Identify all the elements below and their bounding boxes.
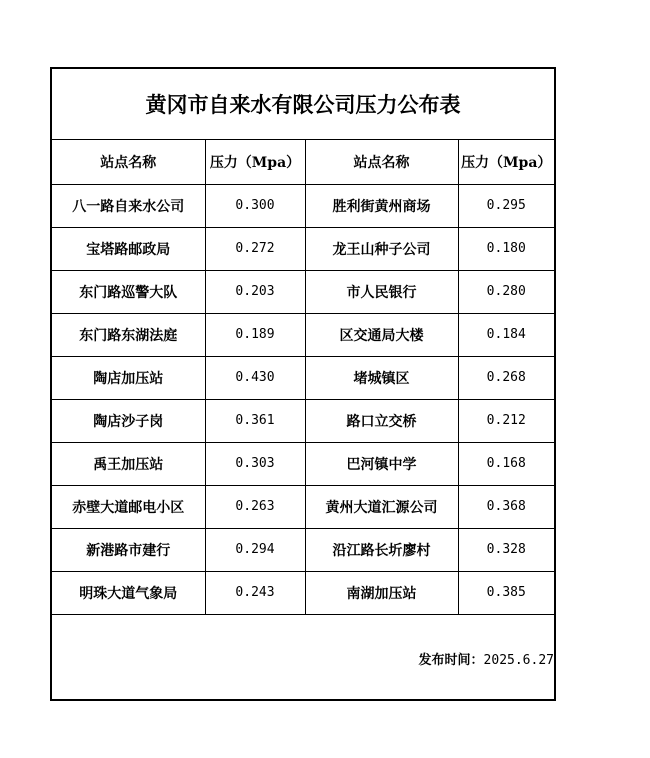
- pressure-value-cell: 0.268: [458, 356, 554, 399]
- pressure-report-sheet: [50, 67, 556, 701]
- table-row: [52, 485, 554, 528]
- station-name-cell: 胜利街黄州商场: [305, 184, 458, 227]
- table-row: [52, 399, 554, 442]
- header-pressure-left: 压力（Mpa）: [205, 140, 305, 184]
- station-name-cell: 陶店加压站: [52, 356, 205, 399]
- table-row: [52, 227, 554, 270]
- pressure-value-cell: 0.430: [205, 356, 305, 399]
- pressure-value-cell: 0.272: [205, 227, 305, 270]
- pressure-value-cell: 0.212: [458, 399, 554, 442]
- table-row: [52, 356, 554, 399]
- station-name-cell: 东门路巡警大队: [52, 270, 205, 313]
- station-name-cell: 龙王山种子公司: [305, 227, 458, 270]
- pressure-value-cell: 0.294: [205, 528, 305, 571]
- table-row: [52, 571, 554, 614]
- report-title: 黄冈市自来水有限公司压力公布表: [52, 69, 554, 140]
- pressure-value-cell: 0.328: [458, 528, 554, 571]
- header-station-name-left: 站点名称: [52, 140, 205, 184]
- pressure-value-cell: 0.203: [205, 270, 305, 313]
- pressure-value-cell: 0.280: [458, 270, 554, 313]
- station-name-cell: 禹王加压站: [52, 442, 205, 485]
- station-name-cell: 沿江路长圻廖村: [305, 528, 458, 571]
- publish-date: 2025.6.27: [483, 653, 554, 668]
- header-pressure-right: 压力（Mpa）: [458, 140, 554, 184]
- header-station-name-right: 站点名称: [305, 140, 458, 184]
- station-name-cell: 宝塔路邮政局: [52, 227, 205, 270]
- pressure-value-cell: 0.368: [458, 485, 554, 528]
- station-name-cell: 巴河镇中学: [305, 442, 458, 485]
- station-name-cell: 陶店沙子岗: [52, 399, 205, 442]
- pressure-value-cell: 0.300: [205, 184, 305, 227]
- pressure-value-cell: 0.385: [458, 571, 554, 614]
- pressure-value-cell: 0.361: [205, 399, 305, 442]
- pressure-value-cell: 0.295: [458, 184, 554, 227]
- station-name-cell: 明珠大道气象局: [52, 571, 205, 614]
- station-name-cell: 区交通局大楼: [305, 313, 458, 356]
- pressure-value-cell: 0.180: [458, 227, 554, 270]
- station-name-cell: 路口立交桥: [305, 399, 458, 442]
- table-row: [52, 528, 554, 571]
- table-row: [52, 313, 554, 356]
- station-name-cell: 新港路市建行: [52, 528, 205, 571]
- pressure-value-cell: 0.168: [458, 442, 554, 485]
- pressure-value-cell: 0.303: [205, 442, 305, 485]
- table-row: [52, 270, 554, 313]
- publish-time-label: 发布时间：: [418, 653, 484, 668]
- pressure-value-cell: 0.184: [458, 313, 554, 356]
- pressure-table: [52, 140, 554, 615]
- table-header-row: [52, 140, 554, 184]
- station-name-cell: 黄州大道汇源公司: [305, 485, 458, 528]
- station-name-cell: 市人民银行: [305, 270, 458, 313]
- station-name-cell: 堵城镇区: [305, 356, 458, 399]
- table-row: [52, 442, 554, 485]
- pressure-value-cell: 0.263: [205, 485, 305, 528]
- pressure-value-cell: 0.243: [205, 571, 305, 614]
- publish-time: [419, 649, 554, 668]
- pressure-value-cell: 0.189: [205, 313, 305, 356]
- station-name-cell: 赤壁大道邮电小区: [52, 485, 205, 528]
- station-name-cell: 八一路自来水公司: [52, 184, 205, 227]
- table-row: [52, 184, 554, 227]
- station-name-cell: 南湖加压站: [305, 571, 458, 614]
- station-name-cell: 东门路东湖法庭: [52, 313, 205, 356]
